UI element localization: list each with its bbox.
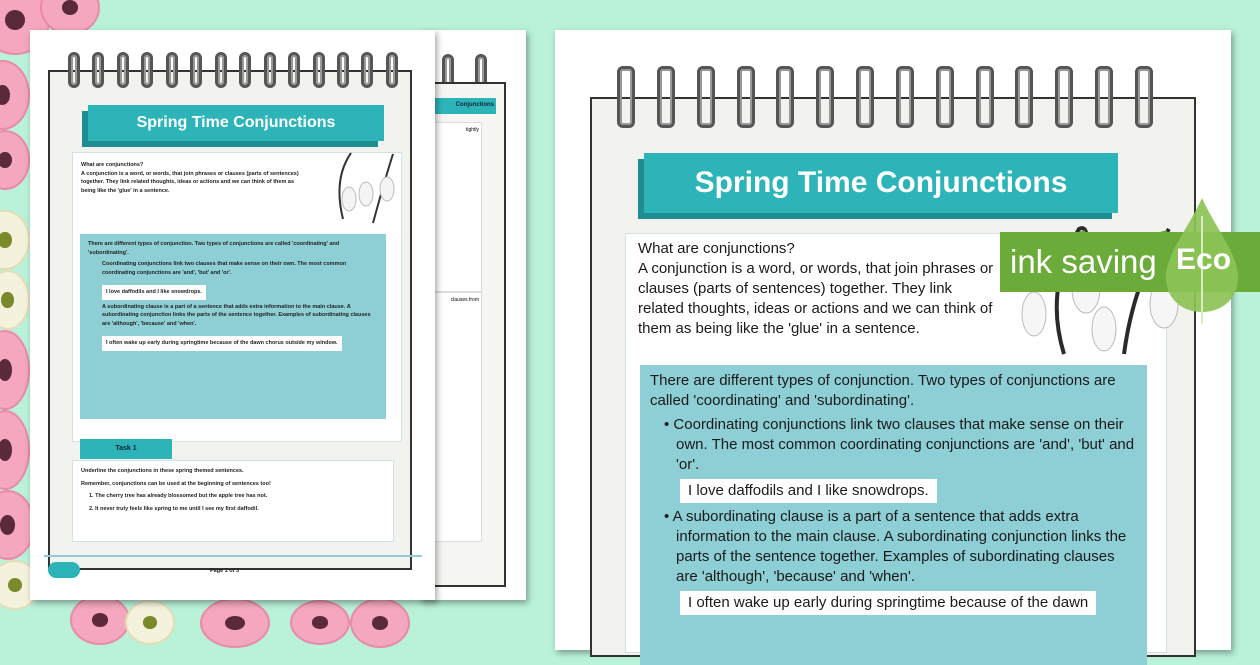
logo [48,562,80,578]
bullet-coordinating: • Coordinating conjunctions link two clauses that make sense on their own. The most common coordinating conjunctions are 'and', 'but' and 'or'. [664,416,1135,473]
task-reminder: Remember, conjunctions can be used at the beginning of sentences too! [81,480,271,487]
ink-saving-label: ink saving [1010,243,1157,280]
back-page-text: tightly [418,122,482,292]
eco-label: Eco [1176,243,1232,276]
right-page-title: Spring Time Conjunctions [644,153,1118,213]
right-page-preview [555,30,1231,650]
page-number: Page 1 of 3 [210,568,240,574]
heading: What are conjunctions? [638,240,795,257]
example-subordinating: I often wake up early during springtime because of the dawn [680,591,1096,615]
task-item: 1. The cherry tree has already blossomed but the apple tree has not. [89,493,268,499]
bullet-subordinating: • A subordinating clause is a part of a sentence that adds extra information to the main clause. A subordinating conjunction links the parts of the sentence together. Examples of subordinating clauses are 'although', 'because' and 'when'. [664,508,1127,585]
intro-text: A conjunction is a word, or words, that join phrases or clauses (parts of sentences) together. They link related thoughts, ideas or actions and we can think of them as being like the 'glue' in a sentence. [638,260,994,337]
example-subordinating: I often wake up early during springtime because of the dawn chorus outside my window. [102,336,342,351]
left-page-preview [30,30,435,600]
left-page-title: Spring Time Conjunctions [88,105,384,141]
example-coordinating: I love daffodils and I like snowdrops. [680,479,937,503]
intro-text: A conjunction is a word, or words, that join phrases or clauses (parts of sentences) together. They link related thoughts, ideas or actions and we can think of them as being like the 'glue' in a sentence. [81,170,299,194]
example-coordinating: I love daffodils and I like snowdrops. [102,285,206,300]
snowdrop-illustration [323,149,397,225]
types-intro: There are different types of conjunction. Two types of conjunctions are called 'coordinating' and 'subordinating'. [650,372,1116,409]
back-page-title: Conjunctions [418,98,496,114]
bullet-coordinating: Coordinating conjunctions link two clauses that make sense on their own. The most common coordinating conjunctions are 'and', 'but' and 'or'. [102,261,347,276]
spiral-binding [68,52,398,88]
back-page-text: clauses from [418,292,482,542]
heading: What are conjunctions? [81,162,144,168]
bullet-subordinating: A subordinating clause is a part of a sentence that adds extra information to the main clause. A subordinating conjunction links the parts of the sentence together. Examples of subordinating clauses are 'although', 'because' and 'when'. [102,303,371,327]
back-page-preview [420,30,526,600]
task-label: Task 1 [80,439,172,459]
task-item: 2. It never truly feels like spring to me until I see my first daffodil. [89,505,259,512]
types-intro: There are different types of conjunction. Two types of conjunctions are called 'coordinating' and 'subordinating'. [88,241,340,256]
task-instruction: Underline the conjunctions in these spring themed sentences. [81,468,244,474]
spiral-binding [617,66,1153,128]
